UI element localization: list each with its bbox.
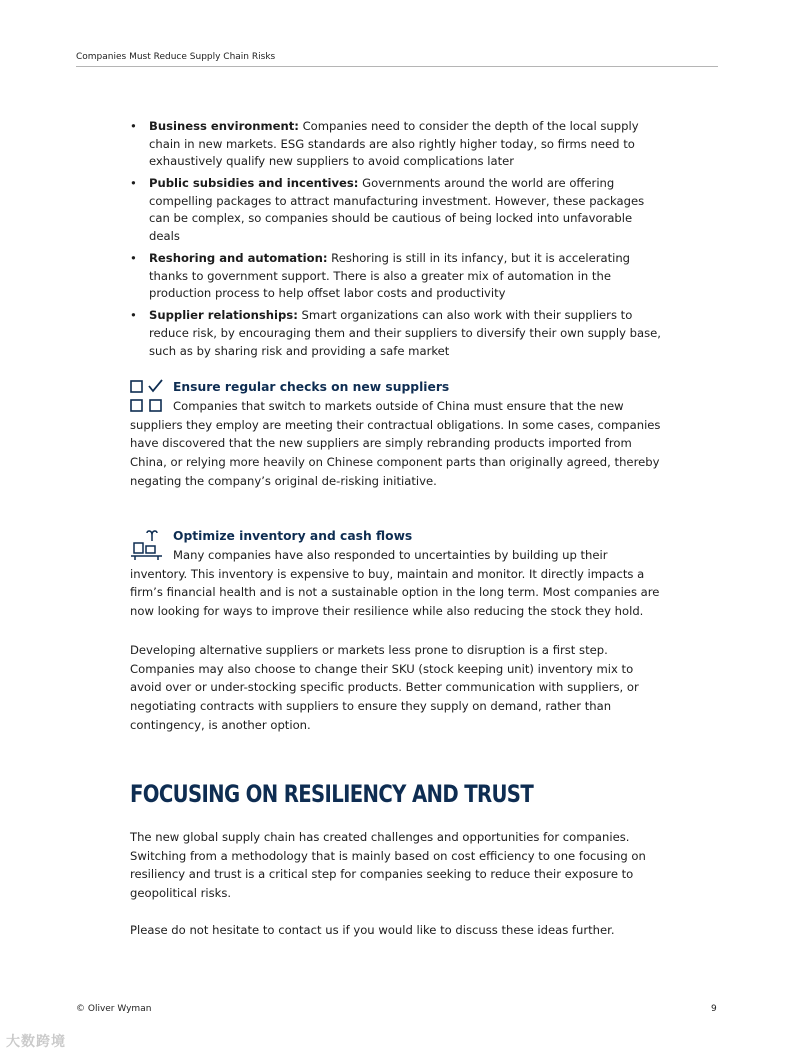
running-header: Companies Must Reduce Supply Chain Risks [76, 52, 276, 62]
section-title: Optimize inventory and cash flows [173, 529, 413, 543]
bullet-text: Companies need to consider the depth of the local supply chain in new markets. ESG standards are also rightly higher today, so firms need to exhaustively qualify new suppliers to avoid complications later [149, 119, 639, 169]
checklist-icon [130, 378, 166, 414]
bullet-label: Supplier relationships: [149, 308, 298, 323]
bullet-label: Reshoring and automation: [149, 251, 328, 266]
section-body: Many companies have also responded to uncertainties by building up their inventory. This inventory is expensive to buy, maintain and monitor. It directly impacts a firm’s financial health and is not a sustainable option in the long term. Most companies are now looking for ways to improve their resilience while also reducing the stock they hold. [130, 548, 660, 619]
bullet-label: Public subsidies and incentives: [149, 176, 359, 191]
conclusion-paragraph: The new global supply chain has created challenges and opportunities for companies. Switching from a methodology that is mainly based on cost efficiency to one focusing on resiliency and trust is a critical step for companies seeking to reduce their exposure to geopolitical risks. [130, 830, 646, 901]
page-number: 9 [711, 1004, 717, 1014]
section-title: Ensure regular checks on new suppliers [173, 380, 450, 394]
bullet-dot-icon: • [130, 176, 137, 191]
bullet-item [130, 118, 665, 171]
footer-copyright: © Oliver Wyman [76, 1004, 152, 1014]
inventory-paragraph: Developing alternative suppliers or markets less prone to disruption is a first step. Companies may also choose to change their SKU (stock keeping unit) inventory mix to avoid over or under-stocking specific products. Better communication with suppliers, or negotiating contracts with suppliers to ensure they supply on demand, rather than contingency, is another option. [130, 643, 639, 732]
bullet-list [130, 118, 665, 365]
bullet-dot-icon: • [130, 119, 137, 133]
bullet-dot-icon: • [130, 308, 137, 323]
bullet-item [130, 175, 665, 245]
inventory-boxes-icon [130, 527, 166, 563]
bullet-item [130, 250, 665, 303]
section-inventory [130, 527, 665, 621]
contact-paragraph: Please do not hesitate to contact us if you would like to discuss these ideas further. [130, 923, 615, 937]
section-supplier-checks [130, 378, 665, 491]
conclusion-heading: FOCUSING ON RESILIENCY AND TRUST [130, 780, 534, 808]
bullet-dot-icon: • [130, 251, 137, 266]
bullet-text: Governments around the world are offering compelling packages to attract manufacturing investment. However, these packages can be complex, so companies should be cautious of being locked into unfavorable deals [149, 176, 645, 244]
watermark-logo: 大数跨境 [6, 1034, 66, 1050]
bullet-text: Reshoring is still in its infancy, but it is accelerating thanks to government support. There is also a greater mix of automation in the production process to help offset labor costs and productivity [149, 251, 631, 301]
bullet-label: Business environment: [149, 119, 299, 133]
bullet-text: Smart organizations can also work with their suppliers to reduce risk, by encouraging them and their suppliers to diversify their own supply base, such as by sharing risk and providing a safe market [149, 308, 661, 358]
bullet-item [130, 307, 665, 360]
section-body: Companies that switch to markets outside of China must ensure that the new suppliers they employ are meeting their contractual obligations. In some cases, companies have discovered that the new suppliers are simply rebranding products imported from China, or relying more heavily on Chinese component parts than originally agreed, thereby negating the company’s original de-risking initiative. [130, 399, 661, 488]
header-divider [76, 66, 718, 67]
